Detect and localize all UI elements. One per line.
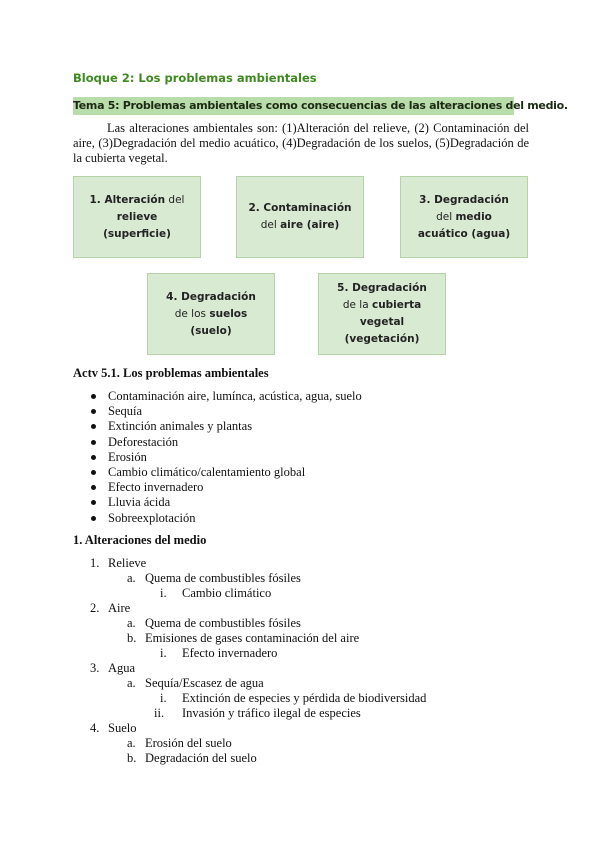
box-text: del [165, 193, 185, 206]
box-text: 2. Contaminación [248, 202, 352, 214]
bullet-icon [91, 424, 96, 429]
list-item: Sobreexplotación [108, 510, 196, 525]
list-item: Lluvia ácida [108, 495, 171, 510]
box-text: del [260, 219, 281, 231]
concept-box-2 [236, 176, 364, 258]
list-marker: a. [127, 676, 136, 690]
list-item: Extinción animales y plantas [108, 419, 253, 434]
section-heading: 1. Alteraciones del medio [73, 533, 207, 547]
outline-item: Quema de combustibles fósiles [145, 616, 301, 630]
bullet-icon [91, 394, 96, 399]
box-text: suelos (suelo) [190, 307, 248, 337]
box-text: aire (aire) [280, 219, 340, 231]
outline-item: Aire [108, 601, 131, 615]
box-text: medio acuático (agua) [417, 210, 511, 240]
outline-item: Relieve [108, 556, 147, 570]
tema-heading: Tema 5: Problemas ambientales como consecuencias de las alteraciones del medio. [73, 97, 514, 115]
bullet-icon [91, 409, 96, 414]
outline-item: Sequía/Escasez de agua [145, 676, 264, 690]
outline-item: Agua [108, 661, 136, 675]
list-item: Sequía [108, 404, 143, 419]
box-text: 1. Alteración [89, 193, 166, 206]
concept-box-5 [318, 273, 446, 355]
concept-box-1 [73, 176, 201, 258]
outline-item: Quema de combustibles fósiles [145, 571, 301, 585]
bullet-icon [91, 440, 96, 445]
list-marker: ii. [154, 706, 165, 720]
list-marker: b. [127, 631, 137, 645]
list-item: Contaminación aire, lumínca, acústica, agua, suelo [108, 389, 362, 403]
list-marker: 3. [90, 661, 100, 675]
list-item: Erosión [108, 449, 147, 464]
outline-item: Invasión y tráfico ilegal de especies [182, 706, 361, 720]
box-text: 5. Degradación [337, 282, 427, 294]
box-text: 4. Degradación [166, 290, 256, 303]
outline-item: Emisiones de gases contaminación del aire [145, 631, 360, 645]
list-marker: b. [127, 751, 137, 765]
list-item: Efecto invernadero [108, 480, 204, 495]
box-text: relieve (superficie) [103, 210, 171, 240]
list-marker: 4. [90, 721, 100, 735]
list-marker: a. [127, 571, 136, 585]
outline-item: Efecto invernadero [182, 646, 278, 660]
list-marker: a. [127, 616, 136, 630]
list-item: Cambio climático/calentamiento global [108, 465, 306, 479]
outline-item: Suelo [108, 721, 137, 735]
bloque-heading: Bloque 2: Los problemas ambientales [73, 71, 317, 85]
intro-paragraph: Las alteraciones ambientales son: (1)Alteración del relieve, (2) Contaminación del aire, (3)Degradación del medio acuático, (4)Degradación de los suelos, (5)Degradación de la cubierta vegetal. [73, 121, 529, 165]
concept-box-3 [400, 176, 528, 258]
list-marker: 1. [90, 556, 100, 570]
list-marker: a. [127, 736, 136, 750]
outline-item: Cambio climático [182, 586, 272, 600]
list-item: Deforestación [108, 434, 179, 449]
outline-item: Extinción de especies y pérdida de biodiversidad [182, 691, 427, 705]
bullet-icon [91, 485, 96, 490]
bullet-icon [91, 470, 96, 475]
outline-item: Erosión del suelo [145, 736, 232, 750]
list-marker: i. [160, 691, 167, 705]
activity-heading: Actv 5.1. Los problemas ambientales [73, 366, 269, 380]
list-marker: i. [160, 646, 167, 660]
box-text: 3. Degradación [419, 193, 509, 206]
box-text: cubierta vegetal (vegetación) [344, 299, 422, 345]
concept-box-4 [147, 273, 275, 355]
list-marker: i. [160, 586, 167, 600]
bullet-icon [91, 455, 96, 460]
outline-item: Degradación del suelo [145, 751, 257, 765]
bullet-icon [91, 500, 96, 505]
box-text: de los [174, 307, 210, 320]
bullet-icon [91, 516, 96, 521]
box-text: de la [342, 299, 372, 311]
box-text: del [436, 210, 456, 223]
list-marker: 2. [90, 601, 100, 615]
